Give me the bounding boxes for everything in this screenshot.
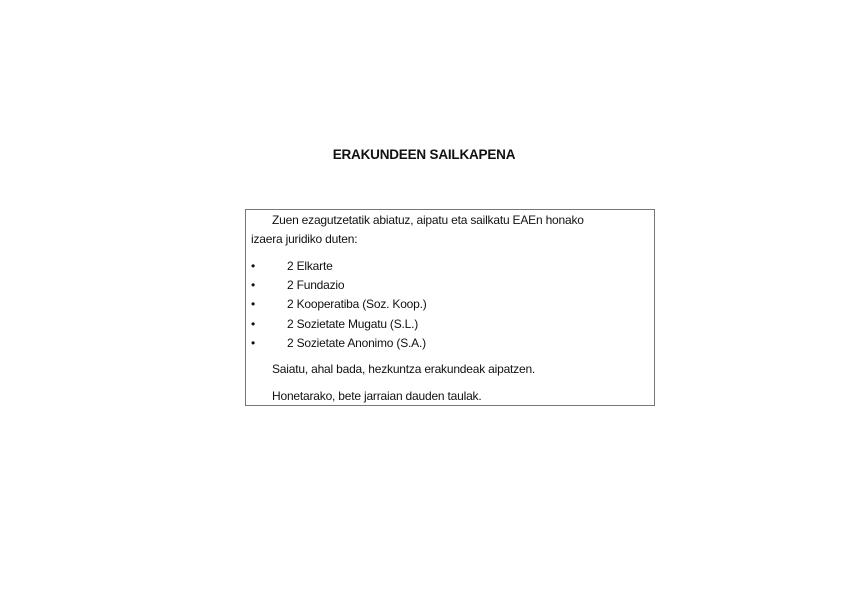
instructions-box — [245, 209, 655, 406]
page-title: ERAKUNDEEN SAILKAPENA — [332, 147, 516, 162]
list-item-label: 2 Kooperatiba (Soz. Koop.) — [287, 297, 427, 311]
bullet-icon: • — [251, 317, 256, 331]
note-line-2: Honetarako, bete jarraian dauden taulak. — [272, 389, 482, 403]
bullet-icon: • — [251, 336, 256, 350]
note-line-1: Saiatu, ahal bada, hezkuntza erakundeak aipatzen. — [272, 362, 536, 376]
bullet-icon: • — [251, 259, 256, 273]
bullet-icon: • — [251, 278, 256, 292]
bullet-icon: • — [251, 297, 256, 311]
intro-line-2: izaera juridiko duten: — [251, 232, 358, 246]
list-item-label: 2 Elkarte — [287, 259, 333, 273]
list-item-label: 2 Sozietate Mugatu (S.L.) — [287, 317, 419, 331]
intro-line-1: Zuen ezagutzetatik abiatuz, aipatu eta sailkatu EAEn honako — [272, 213, 584, 227]
list-item-label: 2 Sozietate Anonimo (S.A.) — [287, 336, 426, 350]
list-item-label: 2 Fundazio — [287, 278, 345, 292]
